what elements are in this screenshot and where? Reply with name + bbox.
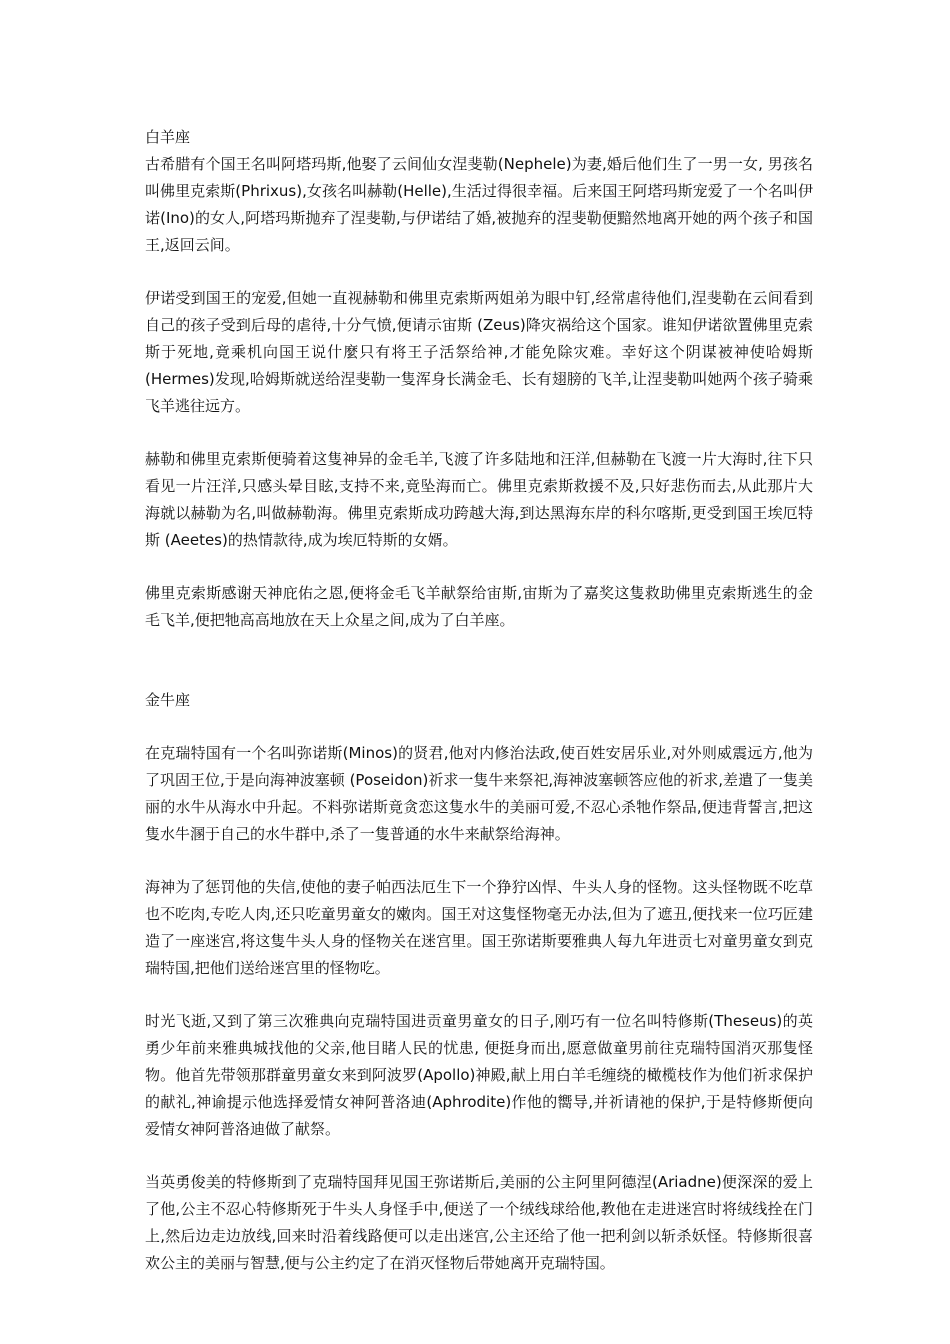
paragraph-spacer <box>145 259 813 285</box>
section-spacer <box>145 634 813 687</box>
paragraph-taurus-2: 海神为了惩罚他的失信,使他的妻子帕西法厄生下一个狰狞凶悍、牛头人身的怪物。这头怪物既不吃草也不吃肉,专吃人肉,还只吃童男童女的嫩肉。国王对这隻怪物毫无办法,但为了遮丑,便找来一位巧匠建造了一座迷宫,将这隻牛头人身的怪物关在迷宫里。国王弥诺斯要雅典人每九年进贡七对童男童女到克瑞特国,把他们送给迷宫里的怪物吃。 <box>145 878 813 977</box>
paragraph-aries-3: 赫勒和佛里克索斯便骑着这隻神异的金毛羊,飞渡了许多陆地和汪洋,但赫勒在飞渡一片大海时,往下只看见一片汪洋,只感头晕目眩,支持不来,竟坠海而亡。佛里克索斯救援不及,只好悲伤而去,从此那片大海就以赫勒为名,叫做赫勒海。佛里克索斯成功跨越大海,到达黑海东岸的科尔喀斯,更受到国王埃厄特斯 (Aeetes)的热情款待,成为埃厄特斯的女婿。 <box>145 450 813 549</box>
paragraph-taurus-4: 当英勇俊美的特修斯到了克瑞特国拜见国王弥诺斯后,美丽的公主阿里阿德涅(Ariadne)便深深的爱上了他,公主不忍心特修斯死于牛头人身怪手中,便送了一个绒线球给他,教他在走进迷宫时将绒线拴在门上,然后边走边放线,回来时沿着线路便可以走出迷宫,公主还给了他一把利剑以斩杀妖怪。特修斯很喜欢公主的美丽与智慧,便与公主约定了在消灭怪物后带她离开克瑞特国。 <box>145 1173 813 1272</box>
section-title-taurus: 金牛座 <box>145 691 191 709</box>
paragraph-spacer <box>145 982 813 1008</box>
paragraph-spacer <box>145 714 813 740</box>
paragraph-aries-2: 伊诺受到国王的宠爱,但她一直视赫勒和佛里克索斯两姐弟为眼中钉,经常虐待他们,涅斐勒在云间看到自己的孩子受到后母的虐待,十分气愤,便请示宙斯 (Zeus)降灾祸给这个国家。谁知伊诺欲置佛里克索斯于死地,竟乘机向国王说什麼只有将王子活祭给神,才能免除灾难。幸好这个阴谋被神使哈姆斯 (Hermes)发现,哈姆斯就送给涅斐勒一隻浑身长满金毛、长有翅膀的飞羊,让涅斐勒叫她两个孩子骑乘飞羊逃往远方。 <box>145 289 813 415</box>
section-title-aries: 白羊座 <box>145 128 191 146</box>
paragraph-aries-4: 佛里克索斯感谢天神庇佑之恩,便将金毛飞羊献祭给宙斯,宙斯为了嘉奖这隻救助佛里克索斯逃生的金毛飞羊,便把牠高高地放在天上众星之间,成为了白羊座。 <box>145 584 813 629</box>
paragraph-spacer <box>145 554 813 580</box>
paragraph-spacer <box>145 848 813 874</box>
document-page <box>145 124 813 1277</box>
paragraph-spacer <box>145 420 813 446</box>
paragraph-taurus-1: 在克瑞特国有一个名叫弥诺斯(Minos)的贤君,他对内修治法政,使百姓安居乐业,对外则威震远方,他为了巩固王位,于是向海神波塞顿 (Poseidon)祈求一隻牛来祭祀,海神波塞顿答应他的祈求,差遣了一隻美丽的水牛从海水中升起。不料弥诺斯竟贪恋这隻水牛的美丽可爱,不忍心杀牠作祭品,便违背誓言,把这隻水牛溷于自己的水牛群中,杀了一隻普通的水牛来献祭给海神。 <box>145 744 813 843</box>
paragraph-taurus-3: 时光飞逝,又到了第三次雅典向克瑞特国进贡童男童女的日子,刚巧有一位名叫特修斯(Theseus)的英勇少年前来雅典城找他的父亲,他目睹人民的忧患, 便挺身而出,愿意做童男前往克瑞特国消灭那隻怪物。他首先带领那群童男童女来到阿波罗(Apollo)神殿,献上用白羊毛缠绕的橄榄枝作为他们祈求保护的献礼,神谕提示他选择爱情女神阿普洛迪(Aphrodite)作他的嚮导,并祈请祂的保护,于是特修斯便向爱情女神阿普洛迪做了献祭。 <box>145 1012 813 1138</box>
paragraph-spacer <box>145 1143 813 1169</box>
paragraph-aries-1: 古希腊有个国王名叫阿塔玛斯,他娶了云间仙女涅斐勒(Nephele)为妻,婚后他们生了一男一女, 男孩名叫佛里克索斯(Phrixus),女孩名叫赫勒(Helle),生活过得很幸福。后来国王阿塔玛斯宠爱了一个名叫伊诺(Ino)的女人,阿塔玛斯抛弃了涅斐勒,与伊诺结了婚,被抛弃的涅斐勒便黯然地离开她的两个孩子和国王,返回云间。 <box>145 155 813 254</box>
